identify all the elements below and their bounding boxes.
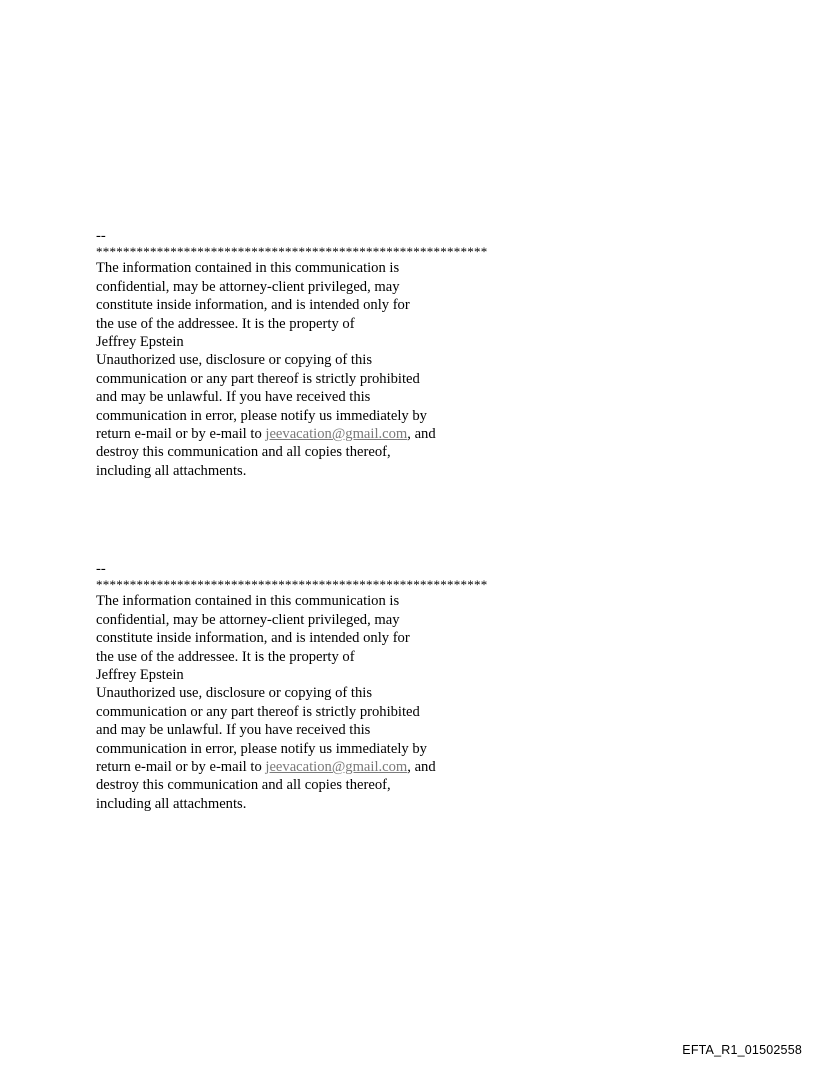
email-suffix: , and xyxy=(407,759,436,776)
disclaimer-line: Unauthorized use, disclosure or copying of this xyxy=(96,685,373,702)
disclaimer-line: communication or any part thereof is strictly prohibited xyxy=(96,703,420,720)
disclaimer-line: destroy this communication and all copies thereof, xyxy=(96,444,391,461)
document-id: EFTA_R1_01502558 xyxy=(682,1043,802,1057)
disclaimer-line: including all attachments. xyxy=(96,462,247,479)
email-line xyxy=(96,758,616,776)
disclaimer-line: The information contained in this communication is xyxy=(96,593,400,610)
email-prefix: return e-mail or by e-mail to xyxy=(96,426,266,443)
disclaimer-line: Unauthorized use, disclosure or copying of this xyxy=(96,352,373,369)
disclaimer-line: confidential, may be attorney-client privileged, may xyxy=(96,611,400,628)
email-prefix: return e-mail or by e-mail to xyxy=(96,759,266,776)
asterisk-divider: ********************************************************** xyxy=(96,244,488,260)
email-line xyxy=(96,425,616,443)
email-suffix: , and xyxy=(407,426,436,443)
owner-name: Jeffrey Epstein xyxy=(96,667,184,684)
asterisk-divider: ********************************************************** xyxy=(96,577,488,593)
disclaimer-line: communication in error, please notify us immediately by xyxy=(96,407,427,424)
disclaimer-line: and may be unlawful. If you have received this xyxy=(96,389,371,406)
disclaimer-line: communication in error, please notify us immediately by xyxy=(96,740,427,757)
disclaimer-line: destroy this communication and all copies thereof, xyxy=(96,777,391,794)
disclaimer-line: the use of the addressee. It is the property of xyxy=(96,648,355,665)
disclaimer-block-1 xyxy=(96,227,616,480)
signature-separator: -- xyxy=(96,228,106,244)
disclaimer-block-2 xyxy=(96,560,616,813)
email-link[interactable]: jeevacation@gmail.com xyxy=(265,426,408,443)
disclaimer-line: communication or any part thereof is strictly prohibited xyxy=(96,370,420,387)
disclaimer-line: the use of the addressee. It is the property of xyxy=(96,315,355,332)
email-link[interactable]: jeevacation@gmail.com xyxy=(265,759,408,776)
disclaimer-line: including all attachments. xyxy=(96,795,247,812)
disclaimer-line: confidential, may be attorney-client privileged, may xyxy=(96,278,400,295)
disclaimer-line: The information contained in this communication is xyxy=(96,260,400,277)
disclaimer-line: constitute inside information, and is intended only for xyxy=(96,630,410,647)
disclaimer-line: constitute inside information, and is intended only for xyxy=(96,297,410,314)
disclaimer-line: and may be unlawful. If you have received this xyxy=(96,722,371,739)
owner-name: Jeffrey Epstein xyxy=(96,334,184,351)
signature-separator: -- xyxy=(96,561,106,577)
